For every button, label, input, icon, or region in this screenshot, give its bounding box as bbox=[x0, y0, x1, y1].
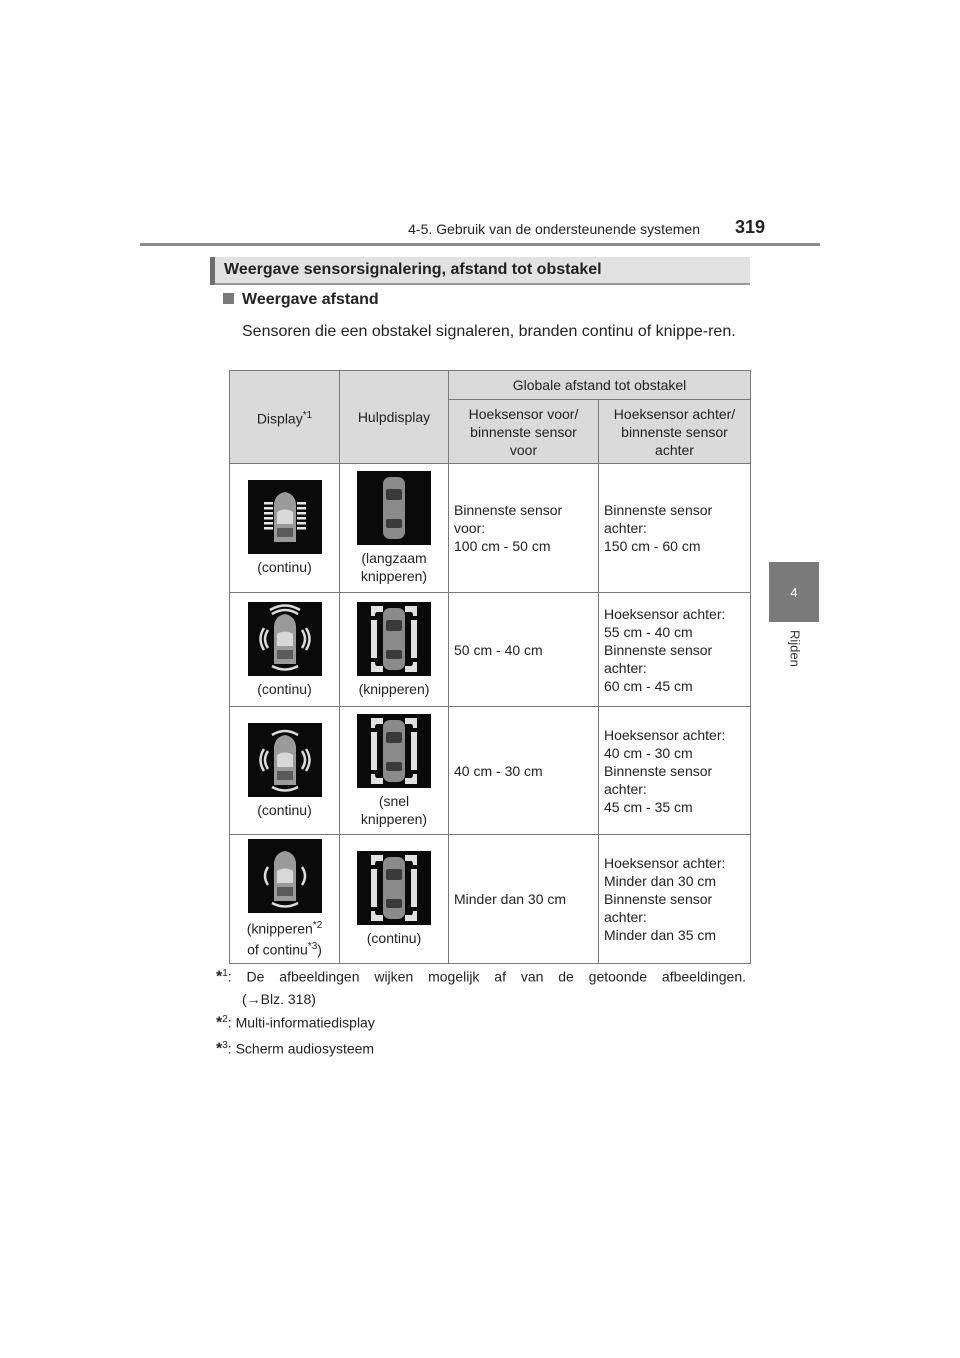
sub-heading bbox=[223, 291, 379, 309]
vehicle-rear-view-icon bbox=[248, 839, 322, 913]
table-row bbox=[230, 593, 751, 707]
footnote-star-icon: * bbox=[216, 968, 223, 986]
distance-table bbox=[229, 370, 751, 964]
footnote-star-icon: * bbox=[216, 1014, 223, 1032]
header-divider bbox=[140, 243, 820, 246]
footnote-star-icon: * bbox=[216, 1040, 223, 1058]
bullet-square-icon bbox=[223, 293, 234, 304]
rear-distance-cell: Hoeksensor achter: 55 cm - 40 cm Binnenste sensor achter: 60 cm - 45 cm bbox=[599, 593, 751, 707]
section-title-bar bbox=[210, 257, 750, 285]
header-display-text: Display bbox=[256, 410, 303, 427]
hulpdisplay-caption: (knipperen) bbox=[358, 680, 430, 697]
header-rear-sensors: Hoeksensor achter/ binnenste sensor achter bbox=[599, 400, 751, 464]
header-front-sensors: Hoeksensor voor/ binnenste sensor voor bbox=[449, 400, 599, 464]
header-hulpdisplay: Hulpdisplay bbox=[340, 371, 449, 464]
footnote-1: *$^1$: De afbeeldingen wijken mogelijk af van de getoonde afbeeldingen. (→Blz. 318) bbox=[216, 968, 746, 1007]
rear-distance-cell: Hoeksensor achter: Minder dan 30 cm Binnenste sensor achter: Minder dan 35 cm bbox=[599, 835, 751, 964]
hulpdisplay-cell bbox=[340, 464, 449, 593]
hulpdisplay-cell bbox=[340, 593, 449, 707]
display-cell bbox=[230, 707, 340, 835]
section-title: Weergave sensorsignalering, afstand tot obstakel bbox=[224, 261, 602, 278]
hulpdisplay-caption: (snel knipperen) bbox=[360, 792, 428, 827]
footnote-page-link[interactable]: (→Blz. 318) bbox=[242, 990, 316, 1007]
front-distance-cell: 50 cm - 40 cm bbox=[449, 593, 599, 707]
display-caption: (continu) bbox=[257, 559, 312, 575]
sub-heading-text: Weergave afstand bbox=[242, 291, 379, 308]
chapter-tab[interactable] bbox=[769, 562, 819, 622]
footnote-2: *$^2$: Multi-informatiedisplay bbox=[216, 1014, 375, 1032]
rear-distance-cell: Hoeksensor achter: 40 cm - 30 cm Binnenste sensor achter: 45 cm - 35 cm bbox=[599, 707, 751, 835]
display-cell bbox=[230, 464, 340, 593]
car-top-view-icon bbox=[357, 851, 431, 925]
display-cell bbox=[230, 593, 340, 707]
table-row bbox=[230, 707, 751, 835]
page-number: 319 bbox=[735, 217, 766, 237]
front-distance-cell: Binnenste sensor voor: 100 cm - 50 cm bbox=[449, 464, 599, 593]
table-row bbox=[230, 835, 751, 964]
chapter-label: Rijden bbox=[787, 630, 803, 667]
car-top-view-icon bbox=[357, 471, 431, 545]
vehicle-rear-view-icon bbox=[248, 480, 322, 554]
vehicle-rear-view-icon bbox=[248, 723, 322, 797]
hulpdisplay-cell bbox=[340, 835, 449, 964]
hulpdisplay-cell bbox=[340, 707, 449, 835]
hulpdisplay-caption: (langzaam knipperen) bbox=[360, 550, 428, 584]
display-caption: (continu) bbox=[257, 801, 312, 818]
header-display bbox=[230, 371, 340, 464]
table-row bbox=[230, 464, 751, 593]
display-caption: (continu) bbox=[257, 680, 312, 697]
header-globale-afstand: Globale afstand tot obstakel bbox=[449, 371, 751, 400]
section-bar-accent bbox=[210, 257, 215, 285]
intro-paragraph: Sensoren die een obstakel signaleren, branden continu of knippe-ren. bbox=[242, 323, 736, 340]
front-distance-cell: Minder dan 30 cm bbox=[449, 835, 599, 964]
car-top-view-icon bbox=[357, 714, 431, 788]
chapter-number: 4 bbox=[790, 584, 798, 600]
footnote-3: *$^3$: Scherm audiosysteem bbox=[216, 1040, 375, 1058]
rear-distance-cell: Binnenste sensor achter: 150 cm - 60 cm bbox=[599, 464, 751, 593]
display-cell bbox=[230, 835, 340, 964]
vehicle-rear-view-icon bbox=[248, 602, 322, 676]
running-header: 4-5. Gebruik van de ondersteunende systemen bbox=[408, 221, 700, 237]
hulpdisplay-caption: (continu) bbox=[366, 930, 422, 946]
car-top-view-icon bbox=[357, 602, 431, 676]
display-caption: (knipperen$^{*2}$ of continu$^{*3}$) bbox=[246, 920, 323, 958]
footnote-mark: *1 bbox=[302, 409, 313, 421]
front-distance-cell: 40 cm - 30 cm bbox=[449, 707, 599, 835]
